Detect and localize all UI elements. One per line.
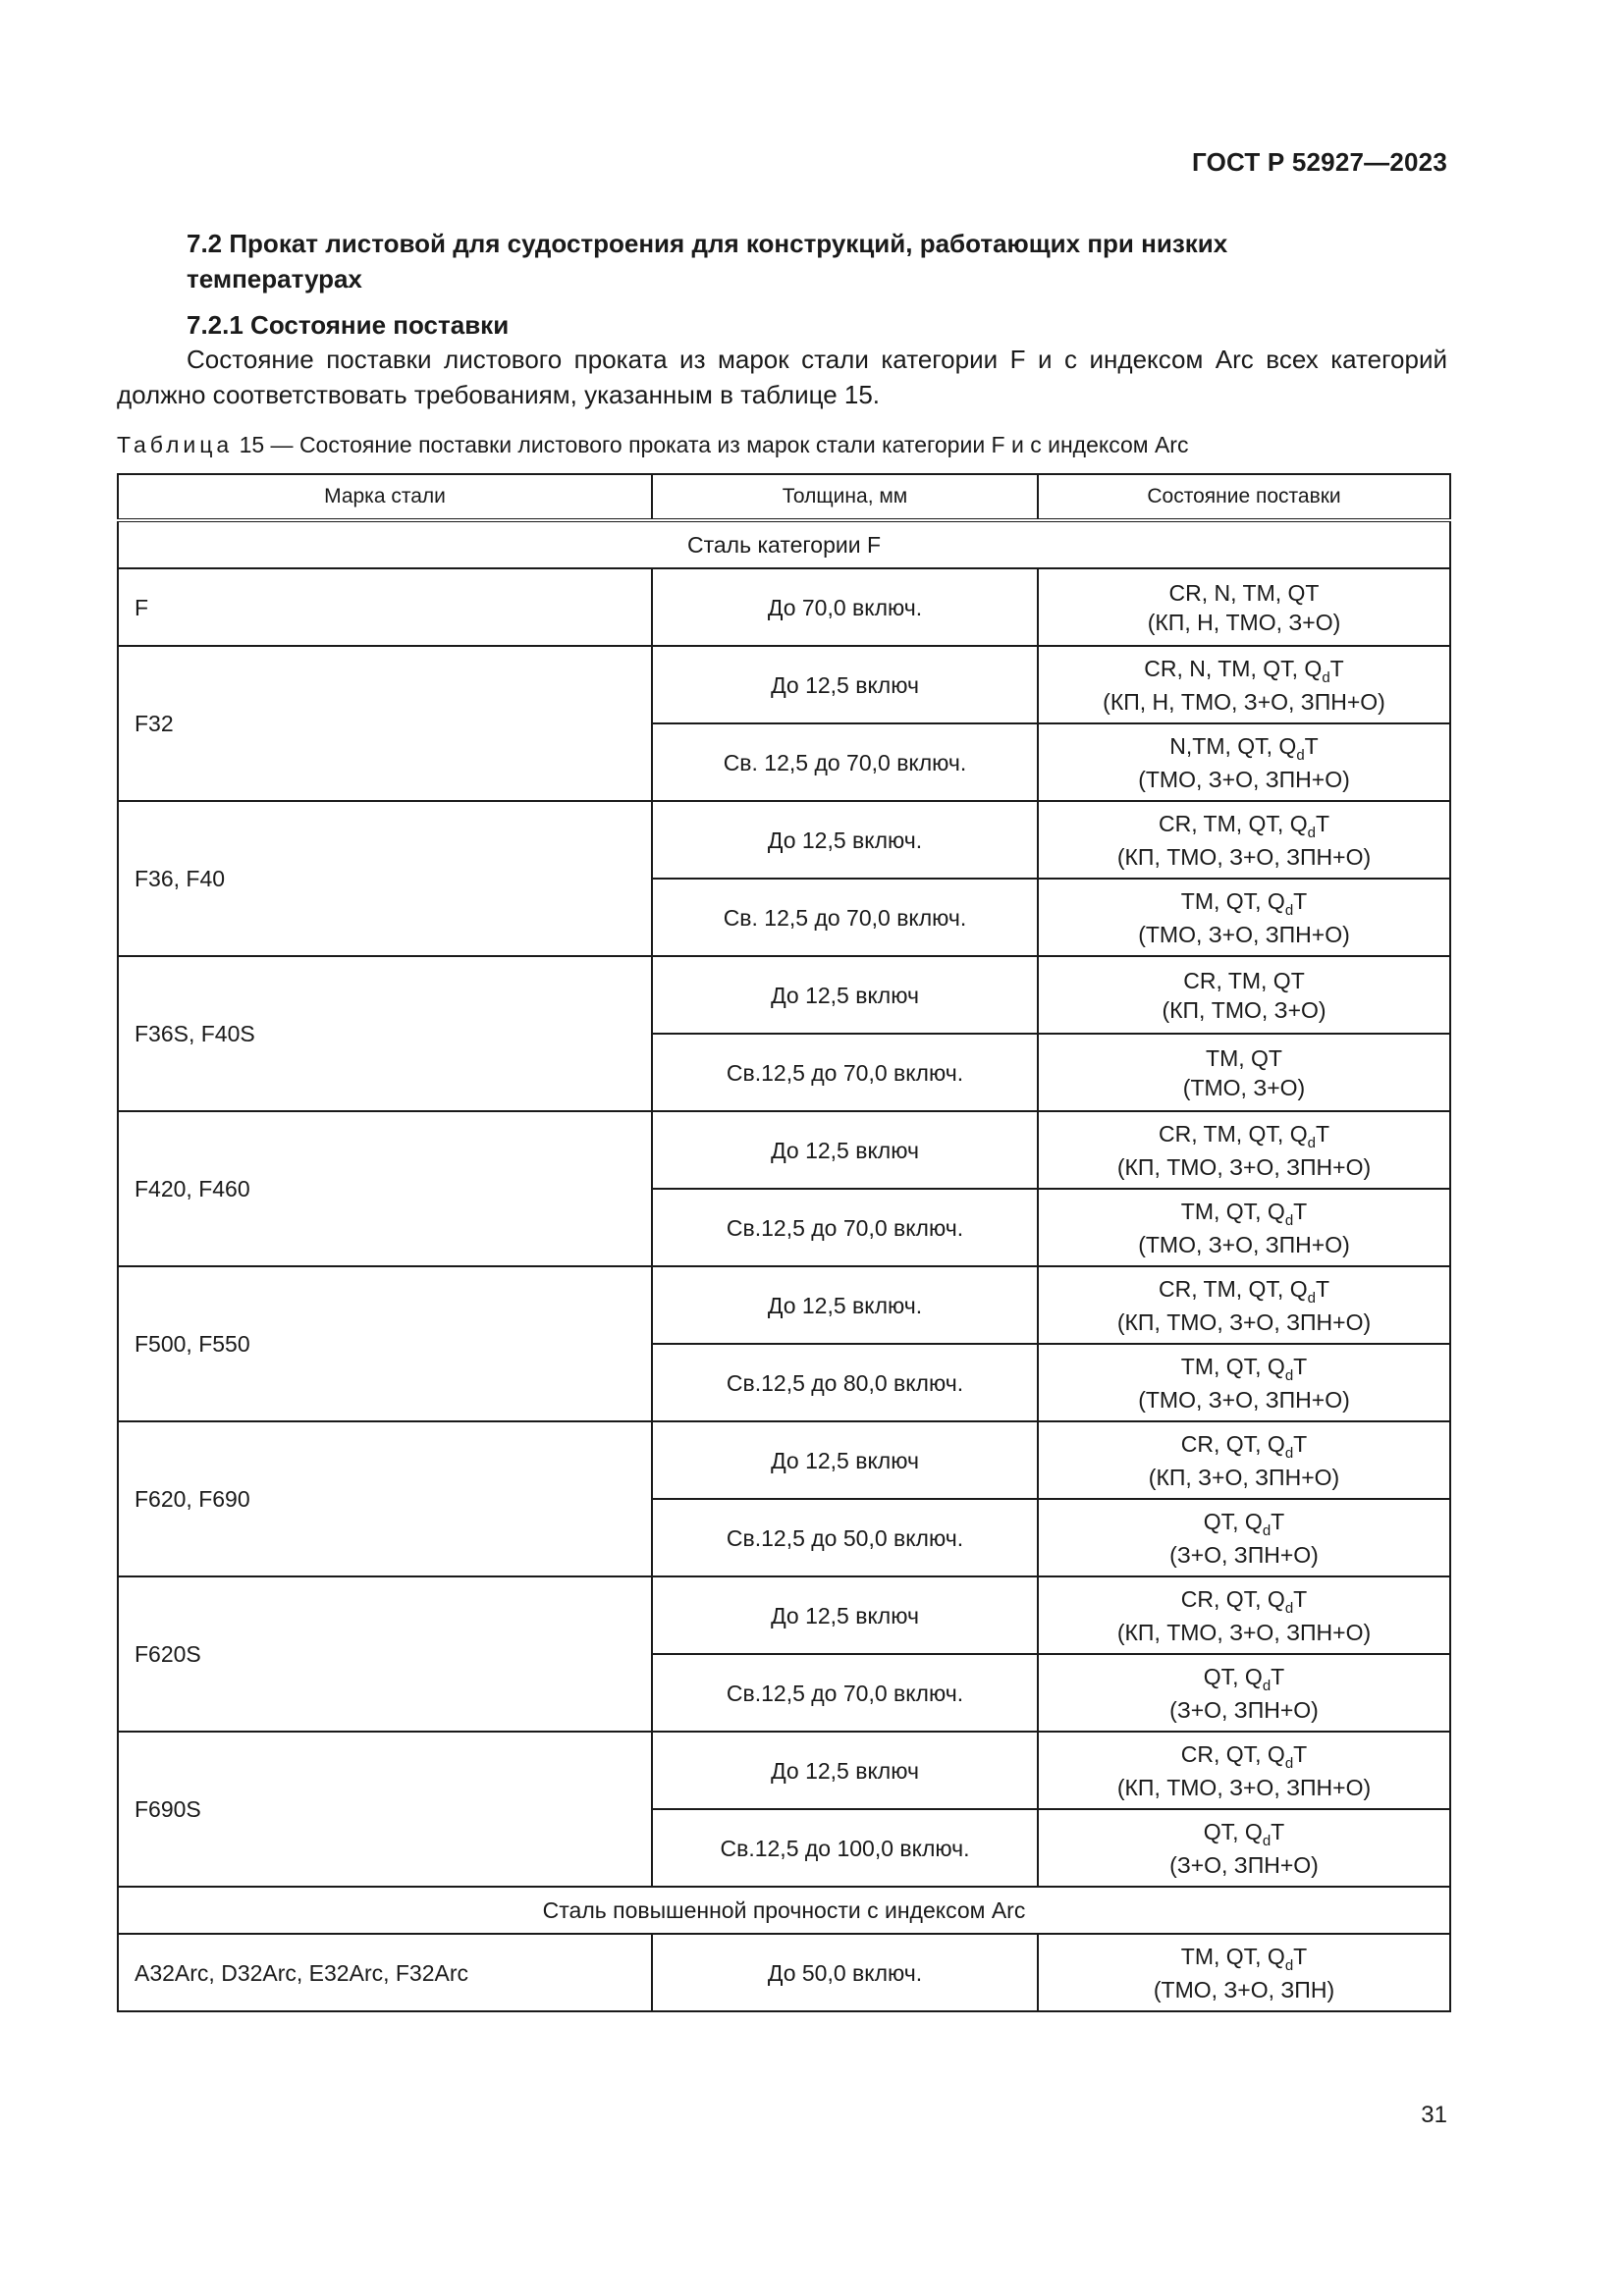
condition-cell	[1038, 1266, 1450, 1344]
condition-text: T	[1293, 1353, 1308, 1379]
thickness-cell: Св. 12,5 до 70,0 включ.	[652, 879, 1038, 956]
condition-line: (ТМО, З+О, ЗПН+О)	[1138, 921, 1350, 947]
thickness-cell: До 12,5 включ	[652, 956, 1038, 1034]
condition-line	[1049, 1942, 1439, 1975]
table-row	[118, 646, 1450, 723]
condition-cell	[1038, 1034, 1450, 1111]
condition-cell	[1038, 1732, 1450, 1809]
condition-text: TM, QT, Q	[1180, 887, 1285, 914]
condition-line	[1049, 1739, 1439, 1773]
condition-line	[1049, 1817, 1439, 1850]
condition-line	[1049, 1274, 1439, 1308]
thickness-cell: Св.12,5 до 70,0 включ.	[652, 1034, 1038, 1111]
condition-text: T	[1271, 1508, 1285, 1534]
condition-line: (КП, ТМО, З+О, ЗПН+О)	[1116, 1308, 1372, 1335]
condition-cell	[1038, 801, 1450, 879]
thickness-cell: До 12,5 включ	[652, 1576, 1038, 1654]
subscript: d	[1284, 1211, 1294, 1229]
condition-line: (КП, ТМО, З+О, ЗПН+О)	[1116, 843, 1372, 870]
subscript: d	[1262, 1832, 1272, 1849]
subscript: d	[1307, 824, 1316, 841]
condition-line: (КП, З+О, ЗПН+О)	[1148, 1464, 1340, 1490]
condition-text: TM, QT, Q	[1180, 1198, 1285, 1224]
subscript: d	[1296, 746, 1305, 764]
table-row	[118, 568, 1450, 646]
condition-line	[1049, 1584, 1439, 1618]
thickness-cell: До 12,5 включ.	[652, 1266, 1038, 1344]
steel-grade-cell: F	[118, 568, 652, 646]
table-row	[118, 1421, 1450, 1499]
condition-line: (З+О, ЗПН+О)	[1169, 1851, 1319, 1878]
header-steel-grade: Марка стали	[118, 474, 652, 520]
condition-cell	[1038, 1189, 1450, 1266]
condition-line: (З+О, ЗПН+О)	[1169, 1696, 1319, 1723]
condition-text: T	[1304, 732, 1319, 759]
condition-text: T	[1315, 1275, 1330, 1302]
steel-grade-cell: F420, F460	[118, 1111, 652, 1266]
condition-cell	[1038, 1809, 1450, 1887]
condition-line	[1049, 1119, 1439, 1152]
condition-text: CR, TM, QT, Q	[1158, 810, 1308, 836]
condition-cell	[1038, 568, 1450, 646]
condition-line: (КП, ТМО, З+О)	[1162, 996, 1326, 1023]
condition-cell	[1038, 1499, 1450, 1576]
condition-text: T	[1293, 1943, 1308, 1969]
thickness-cell: Св. 12,5 до 70,0 включ.	[652, 723, 1038, 801]
condition-cell	[1038, 956, 1450, 1034]
condition-line	[1049, 1429, 1439, 1463]
thickness-cell: Св.12,5 до 100,0 включ.	[652, 1809, 1038, 1887]
condition-cell	[1038, 723, 1450, 801]
table-row	[118, 1111, 1450, 1189]
thickness-cell: До 12,5 включ	[652, 1421, 1038, 1499]
condition-text: T	[1315, 810, 1330, 836]
group-row-category-f	[118, 520, 1450, 568]
condition-cell	[1038, 879, 1450, 956]
group-row-arc	[118, 1887, 1450, 1934]
condition-line	[1049, 1507, 1439, 1540]
subscript: d	[1284, 901, 1294, 919]
condition-cell	[1038, 1421, 1450, 1499]
condition-text: CR, TM, QT, Q	[1158, 1275, 1308, 1302]
condition-line: (КП, ТМО, З+О, ЗПН+О)	[1116, 1619, 1372, 1645]
thickness-cell: До 12,5 включ	[652, 1111, 1038, 1189]
steel-grade-cell: F500, F550	[118, 1266, 652, 1421]
condition-text: QT, Q	[1203, 1818, 1263, 1844]
condition-line: (ТМО, З+О, ЗПН+О)	[1138, 1231, 1350, 1257]
group-label: Сталь категории F	[118, 520, 1450, 568]
condition-text: CR, TM, QT, Q	[1158, 1120, 1308, 1147]
table-caption	[117, 430, 1188, 459]
condition-line: (КП, Н, ТМО, З+О)	[1147, 609, 1341, 635]
steel-grade-cell: A32Arc, D32Arc, E32Arc, F32Arc	[118, 1934, 652, 2011]
condition-line: CR, N, TM, QT	[1168, 579, 1320, 606]
condition-text: T	[1293, 887, 1308, 914]
condition-cell	[1038, 1576, 1450, 1654]
condition-line	[1049, 654, 1439, 687]
condition-cell	[1038, 1934, 1450, 2011]
thickness-cell: До 12,5 включ	[652, 646, 1038, 723]
subscript: d	[1307, 1134, 1316, 1151]
condition-line	[1049, 809, 1439, 842]
condition-text: CR, QT, Q	[1180, 1740, 1285, 1767]
condition-line: TM, QT	[1206, 1044, 1282, 1071]
condition-line: (КП, ТМО, З+О, ЗПН+О)	[1116, 1774, 1372, 1800]
condition-text: T	[1329, 655, 1344, 681]
table-row	[118, 1266, 1450, 1344]
table-row	[118, 1576, 1450, 1654]
condition-text: T	[1293, 1198, 1308, 1224]
condition-cell	[1038, 646, 1450, 723]
condition-cell	[1038, 1654, 1450, 1732]
thickness-cell: До 50,0 включ.	[652, 1934, 1038, 2011]
group-label: Сталь повышенной прочности с индексом Arc	[118, 1887, 1450, 1934]
section-title: 7.2 Прокат листовой для судостроения для конструкций, работающих при низких температурах	[187, 229, 1228, 294]
table-caption-prefix: Таблица	[117, 432, 234, 457]
condition-text: T	[1315, 1120, 1330, 1147]
subsection-title: 7.2.1 Состояние поставки	[187, 310, 510, 340]
steel-grade-cell: F32	[118, 646, 652, 801]
subscript: d	[1284, 1444, 1294, 1462]
condition-line	[1049, 1662, 1439, 1695]
condition-line	[1049, 1352, 1439, 1385]
thickness-cell: Св.12,5 до 50,0 включ.	[652, 1499, 1038, 1576]
subscript: d	[1262, 1522, 1272, 1539]
thickness-cell: До 70,0 включ.	[652, 568, 1038, 646]
thickness-cell: Св.12,5 до 70,0 включ.	[652, 1189, 1038, 1266]
thickness-cell: Св.12,5 до 80,0 включ.	[652, 1344, 1038, 1421]
steel-grade-cell: F620, F690	[118, 1421, 652, 1576]
condition-text: TM, QT, Q	[1180, 1943, 1285, 1969]
delivery-condition-table	[117, 473, 1451, 2012]
subscript: d	[1262, 1677, 1272, 1694]
subscript: d	[1307, 1289, 1316, 1307]
condition-text: T	[1293, 1740, 1308, 1767]
thickness-cell: До 12,5 включ.	[652, 801, 1038, 879]
condition-line: (ТМО, З+О, ЗПН+О)	[1138, 766, 1350, 792]
document-code: ГОСТ Р 52927—2023	[1192, 147, 1447, 177]
steel-grade-cell: F620S	[118, 1576, 652, 1732]
condition-line: (З+О, ЗПН+О)	[1169, 1541, 1319, 1568]
subscript: d	[1284, 1366, 1294, 1384]
subscript: d	[1284, 1599, 1294, 1617]
condition-text: T	[1271, 1663, 1285, 1689]
condition-cell	[1038, 1111, 1450, 1189]
condition-text: TM, QT, Q	[1180, 1353, 1285, 1379]
subscript: d	[1284, 1956, 1294, 1974]
table-row	[118, 1934, 1450, 2011]
subscript: d	[1322, 668, 1330, 686]
condition-line: (ТМО, З+О, ЗПН)	[1153, 1976, 1335, 2002]
page-number: 31	[1421, 2102, 1447, 2128]
table-row	[118, 1732, 1450, 1809]
condition-text: QT, Q	[1203, 1508, 1263, 1534]
condition-line	[1049, 1197, 1439, 1230]
condition-text: T	[1293, 1430, 1308, 1457]
condition-text: CR, N, TM, QT, Q	[1144, 655, 1323, 681]
condition-line: (КП, ТМО, З+О, ЗПН+О)	[1116, 1153, 1372, 1180]
subscript: d	[1284, 1754, 1294, 1772]
table-caption-text: 15 — Состояние поставки листового проката из марок стали категории F и с индексом Arc	[239, 432, 1189, 457]
condition-text: N,TM, QT, Q	[1169, 732, 1297, 759]
condition-line: CR, TM, QT	[1183, 967, 1305, 993]
condition-line	[1049, 886, 1439, 920]
header-thickness: Толщина, мм	[652, 474, 1038, 520]
condition-line	[1049, 731, 1439, 765]
condition-cell	[1038, 1344, 1450, 1421]
thickness-cell: Св.12,5 до 70,0 включ.	[652, 1654, 1038, 1732]
condition-text: T	[1271, 1818, 1285, 1844]
steel-grade-cell: F690S	[118, 1732, 652, 1887]
thickness-cell: До 12,5 включ	[652, 1732, 1038, 1809]
condition-line: (ТМО, З+О)	[1182, 1074, 1306, 1100]
table-header-row	[118, 474, 1450, 520]
condition-text: CR, QT, Q	[1180, 1430, 1285, 1457]
steel-grade-cell: F36S, F40S	[118, 956, 652, 1111]
condition-text: QT, Q	[1203, 1663, 1263, 1689]
steel-grade-cell: F36, F40	[118, 801, 652, 956]
condition-line: (КП, Н, ТМО, З+О, ЗПН+О)	[1103, 688, 1385, 715]
condition-text: T	[1293, 1585, 1308, 1612]
body-paragraph: Состояние поставки листового проката из марок стали категории F и с индексом Arc всех категорий должно соответствовать требованиям, указанным в таблице 15.	[117, 345, 1447, 409]
header-delivery-condition: Состояние поставки	[1038, 474, 1450, 520]
condition-line: (ТМО, З+О, ЗПН+О)	[1138, 1386, 1350, 1413]
condition-text: CR, QT, Q	[1180, 1585, 1285, 1612]
table-row	[118, 801, 1450, 879]
table-row	[118, 956, 1450, 1034]
